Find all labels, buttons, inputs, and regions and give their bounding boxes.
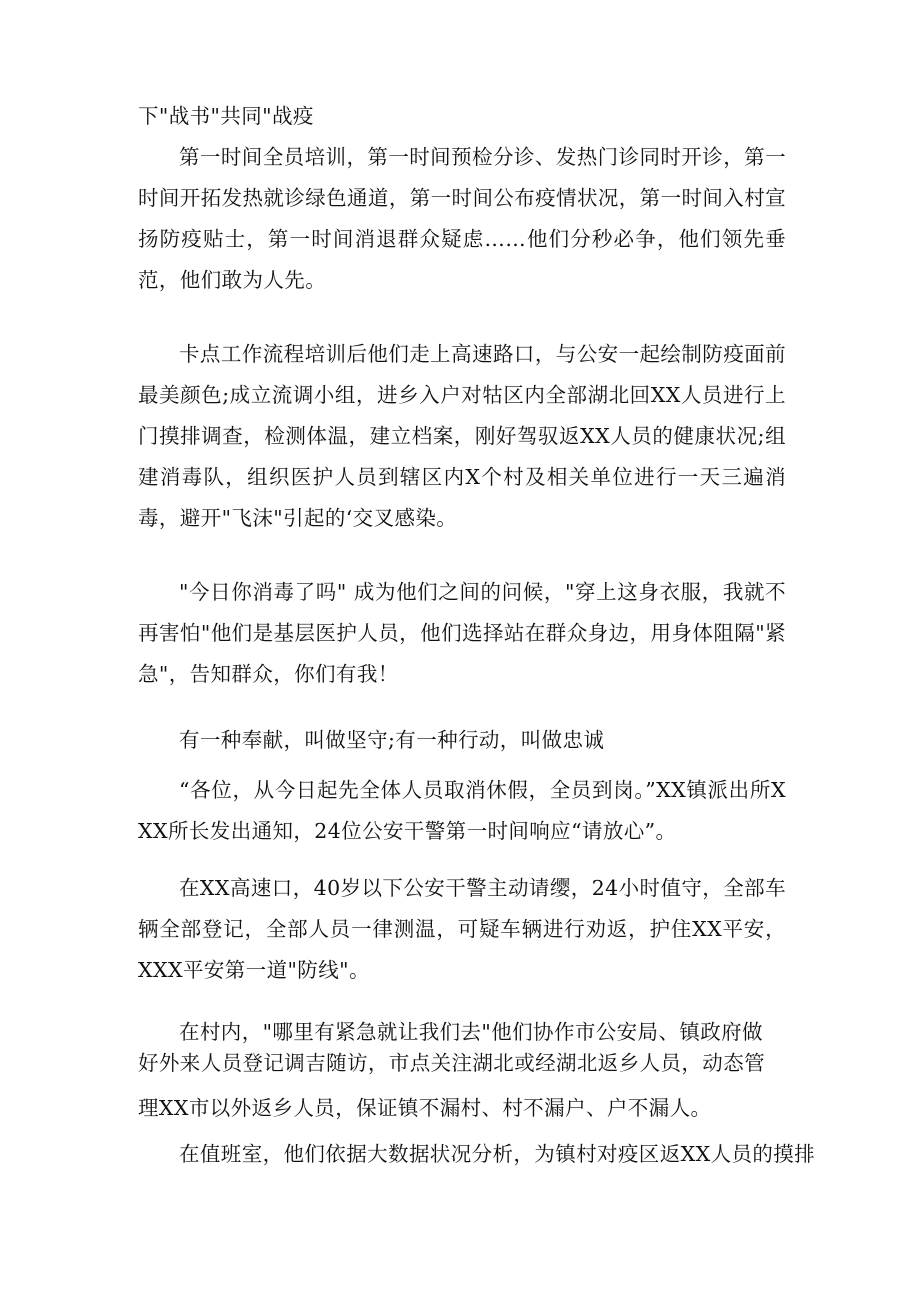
village-line-2: 好外来人员登记调吉随访，市点关注湖北或经湖北返乡人员，动态管 [138,1051,765,1075]
paragraph-disinfect: "今日你消毒了吗" 成为他们之间的问候，"穿上这身衣服，我就不再害怕"他们是基层医护人员，他们选择站在群众身边，用身体阻隔"紧急"，告知群众，你们有我！ [138,580,786,686]
paragraph-duty-room: 在值班室，他们依据大数据状况分析，为镇村对疫区返XX人员的摸排 [179,1142,816,1166]
paragraph-highway: 在XX高速口，40岁以下公安干警主动请缨，24小时值守，全部车辆全部登记，全部人员一律测温，可疑车辆进行劝返，护住XX平安，XXX平安第一道"防线"。 [138,876,786,982]
paragraph-police-notice: “各位，从今日起先全体人员取消休假，全员到岗。”XX镇派出所XXX所长发出通知，24位公安干警第一时间响应“请放心”。 [138,778,786,843]
village-line-3: 理XX市以外返乡人员，保证镇不漏村、村不漏户、户不漏人。 [138,1096,712,1120]
paragraph-dedication: 有一种奉献，叫做坚守;有一种行动，叫做忠诚 [179,728,605,752]
village-line-1: 在村内，"哪里有紧急就让我们去"他们协作市公安局、镇政府做 [179,1020,763,1044]
paragraph-checkpoint: 卡点工作流程培训后他们走上高速路口，与公安一起绘制防疫面前最美颜色;成立流调小组，进乡入户对牯区内全部湖北回XX人员进行上门摸排调查，检测体温，建立档案，刚好驾驭返XX人员的健康状况;组建消毒队，组织医护人员到辖区内X个村及相关单位进行一天三遍消毒，避开"飞沫"引起的‘交叉感染。 [138,342,786,530]
paragraph-first-time: 第一时间全员培训，第一时间预检分诊、发热门诊同时开诊，第一时间开拓发热就诊绿色通道，第一时间公布疫情状况，第一时间入村宣扬防疫贴士，第一时间消退群众疑虑……他们分秒必争，他们领先垂范，他们敢为人先。 [138,145,786,292]
section-heading: 下"战书"共同"战疫 [138,104,314,128]
